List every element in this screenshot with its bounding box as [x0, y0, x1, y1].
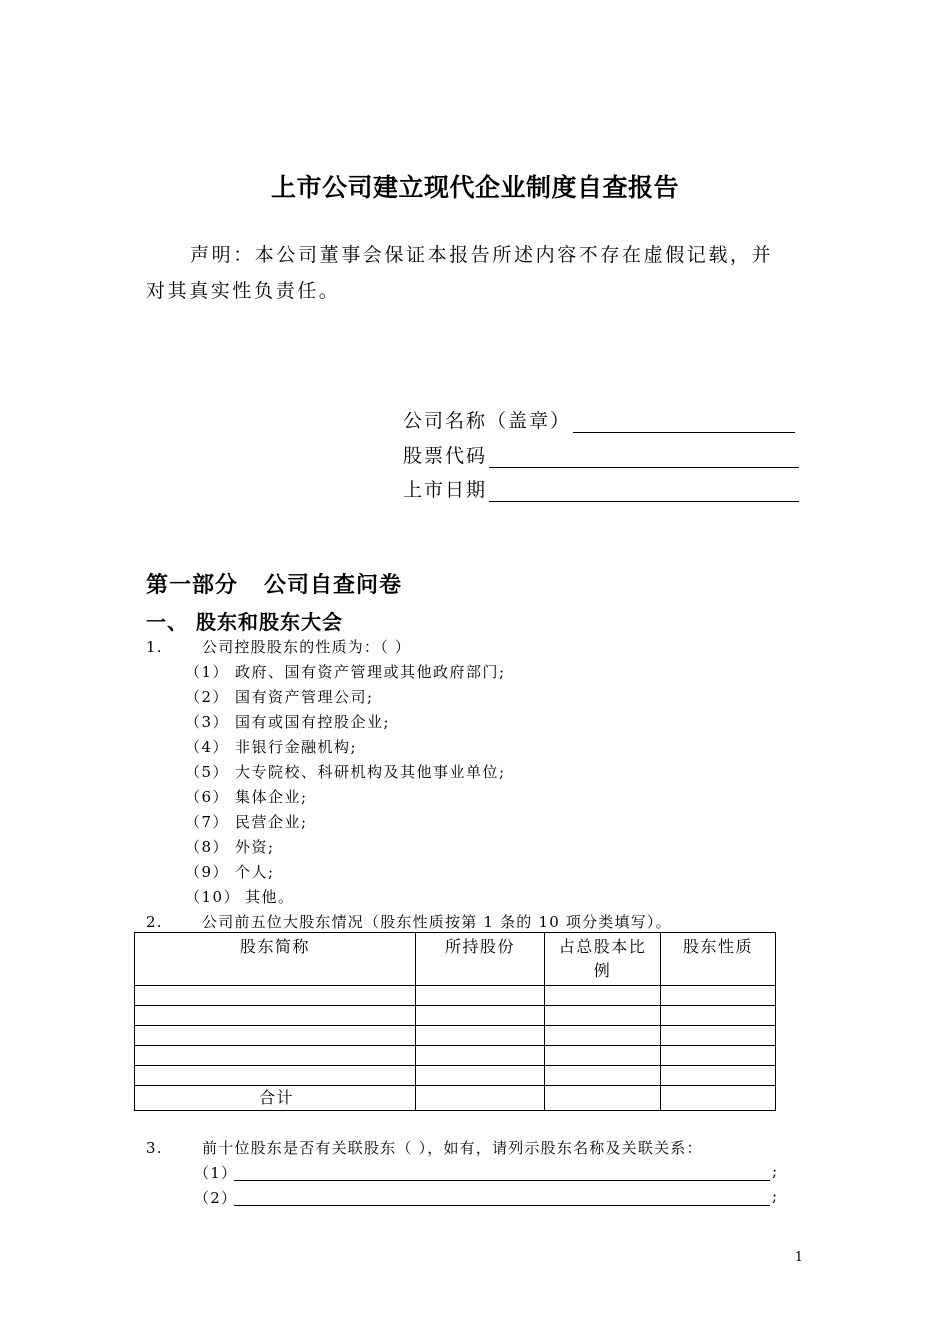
table-cell[interactable] — [135, 1066, 416, 1086]
table-cell[interactable] — [545, 1006, 661, 1026]
part-number: 第一部分 — [146, 572, 239, 598]
option-text: 个人; — [235, 863, 275, 881]
answer-end-1: ; — [772, 1162, 779, 1180]
option-item — [185, 711, 390, 732]
question-3 — [146, 1137, 703, 1158]
header-share-ratio: 占总股本比例 — [545, 933, 661, 986]
table-cell[interactable] — [416, 1086, 545, 1111]
table-row — [135, 1006, 776, 1026]
option-text: 国有资产管理公司; — [235, 688, 374, 706]
table-cell[interactable] — [135, 1006, 416, 1026]
table-cell[interactable] — [416, 1026, 545, 1046]
option-item — [185, 836, 275, 857]
page-number: 1 — [794, 1250, 803, 1265]
table-cell[interactable] — [135, 1046, 416, 1066]
option-text: 大专院校、科研机构及其他事业单位; — [235, 763, 506, 781]
option-text: 政府、国有资产管理或其他政府部门; — [235, 663, 506, 681]
table-cell[interactable] — [661, 1046, 776, 1066]
option-number: （5） — [185, 763, 230, 781]
table-cell[interactable] — [416, 1066, 545, 1086]
document-title: 上市公司建立现代企业制度自查报告 — [270, 173, 679, 202]
answer-number: （2） — [194, 1189, 238, 1207]
stock-code-blank[interactable] — [489, 445, 799, 468]
question-number: 1. — [146, 638, 163, 656]
table-cell[interactable] — [135, 986, 416, 1006]
option-text: 集体企业; — [235, 788, 308, 806]
option-number: （3） — [185, 713, 230, 731]
company-name-label: 公司名称（盖章） — [403, 410, 572, 432]
option-item — [185, 736, 357, 757]
option-text: 其他。 — [245, 888, 295, 906]
listing-date-label: 上市日期 — [403, 479, 488, 501]
question-number: 2. — [146, 913, 163, 931]
table-cell[interactable] — [545, 1066, 661, 1086]
header-shares-held: 所持股份 — [416, 933, 545, 986]
table-row — [135, 1046, 776, 1066]
table-cell[interactable] — [661, 1026, 776, 1046]
option-item — [185, 886, 295, 907]
shareholder-table — [134, 932, 776, 1111]
option-number: （4） — [185, 738, 230, 756]
table-cell[interactable] — [545, 986, 661, 1006]
option-item — [185, 786, 308, 807]
option-text: 民营企业; — [235, 813, 308, 831]
option-number: （2） — [185, 688, 230, 706]
question-1 — [146, 636, 411, 657]
part-title: 公司自查问卷 — [264, 572, 403, 598]
header-shareholder-name: 股东简称 — [135, 933, 416, 986]
answer-item-1 — [194, 1162, 237, 1183]
option-number: （7） — [185, 813, 230, 831]
question-number: 3. — [146, 1139, 163, 1157]
answer-item-2 — [194, 1187, 237, 1208]
section-heading: 一、 股东和股东大会 — [146, 610, 343, 634]
option-number: （10） — [185, 888, 241, 906]
table-total-row — [135, 1086, 776, 1111]
option-number: （9） — [185, 863, 230, 881]
answer-number: （1） — [194, 1164, 238, 1182]
option-text: 外资; — [235, 838, 275, 856]
option-item — [185, 811, 308, 832]
table-row — [135, 1066, 776, 1086]
question-2 — [146, 911, 672, 932]
table-cell[interactable] — [661, 986, 776, 1006]
option-text: 非银行金融机构; — [235, 738, 358, 756]
listing-date-blank[interactable] — [489, 479, 799, 502]
option-number: （1） — [185, 663, 230, 681]
table-row — [135, 986, 776, 1006]
table-header-row — [135, 933, 776, 986]
part-heading — [146, 568, 402, 599]
stock-code-label: 股票代码 — [403, 445, 488, 467]
total-label: 合计 — [135, 1086, 416, 1111]
option-text: 国有或国有控股企业; — [235, 713, 391, 731]
table-cell[interactable] — [416, 1046, 545, 1066]
option-item — [185, 686, 374, 707]
declaration-line-2: 对其真实性负责任。 — [146, 280, 341, 302]
table-cell[interactable] — [661, 1066, 776, 1086]
question-text: 公司前五位大股东情况（股东性质按第 1 条的 10 项分类填写）。 — [202, 913, 672, 931]
option-item — [185, 761, 506, 782]
question-text: 前十位股东是否有关联股东（ ），如有，请列示股东名称及关联关系： — [202, 1139, 703, 1157]
table-cell[interactable] — [545, 1086, 661, 1111]
company-name-blank[interactable] — [573, 410, 795, 433]
option-number: （6） — [185, 788, 230, 806]
option-item — [185, 861, 275, 882]
table-cell[interactable] — [661, 1006, 776, 1026]
declaration-line-1: 声明：本公司董事会保证本报告所述内容不存在虚假记载，并 — [190, 244, 774, 266]
header-shareholder-type: 股东性质 — [661, 933, 776, 986]
table-row — [135, 1026, 776, 1046]
stock-code-field — [403, 441, 799, 468]
table-cell[interactable] — [545, 1026, 661, 1046]
question-text: 公司控股股东的性质为：（ ） — [202, 638, 412, 656]
company-name-field — [403, 406, 795, 433]
table-cell[interactable] — [545, 1046, 661, 1066]
answer-line-2[interactable] — [234, 1204, 770, 1206]
table-cell[interactable] — [661, 1086, 776, 1111]
table-cell[interactable] — [416, 1006, 545, 1026]
listing-date-field — [403, 475, 799, 502]
table-cell[interactable] — [416, 986, 545, 1006]
table-cell[interactable] — [135, 1026, 416, 1046]
option-item — [185, 661, 506, 682]
answer-line-1[interactable] — [234, 1179, 770, 1181]
answer-end-2: ; — [772, 1187, 779, 1205]
option-number: （8） — [185, 838, 230, 856]
